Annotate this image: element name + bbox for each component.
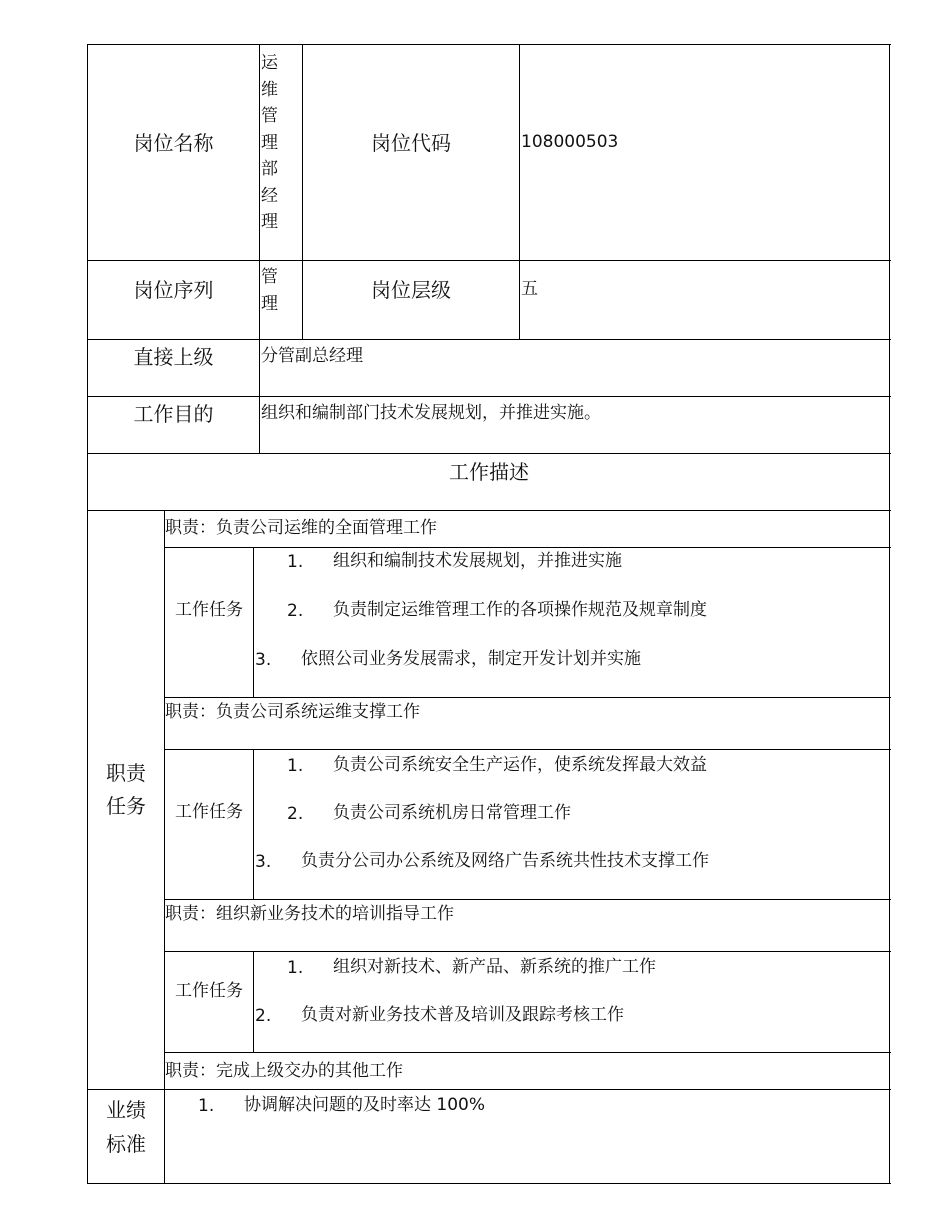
label-post-level: 岗位层级	[371, 278, 451, 302]
table-border-bottom	[87, 1183, 891, 1184]
post-level-value: 五	[521, 279, 538, 299]
label-performance: 业绩	[106, 1098, 146, 1122]
row-divider	[87, 1089, 891, 1090]
task-number: 1.	[287, 958, 304, 978]
label-post-code: 岗位代码	[371, 131, 451, 155]
task-number: 2.	[287, 601, 304, 621]
task-label: 工作任务	[175, 600, 243, 620]
performance-number: 1.	[198, 1096, 215, 1116]
column-divider	[253, 951, 254, 1052]
performance-text: 协调解决问题的及时率达 100%	[244, 1095, 486, 1115]
table-border-top	[87, 44, 891, 45]
task-number: 1.	[287, 552, 304, 572]
task-number: 3.	[255, 852, 272, 872]
row-divider	[87, 260, 891, 261]
duty-title: 职责：组织新业务技术的培训指导工作	[165, 904, 454, 924]
row-divider	[164, 697, 891, 698]
row-divider	[164, 749, 891, 750]
task-number: 2.	[255, 1006, 272, 1026]
section-title: 工作描述	[449, 460, 529, 484]
row-divider	[164, 951, 891, 952]
task-text: 组织和编制技术发展规划，并推进实施	[333, 551, 622, 571]
row-divider	[164, 1052, 891, 1053]
duty-title: 职责：负责公司系统运维支撑工作	[165, 702, 420, 722]
task-text: 负责对新业务技术普及培训及跟踪考核工作	[301, 1005, 624, 1025]
table-border-right	[889, 44, 890, 1184]
task-label: 工作任务	[175, 802, 243, 822]
table-border-left	[87, 44, 88, 1184]
task-text: 组织对新技术、新产品、新系统的推广工作	[333, 957, 656, 977]
post-sequence-value: 管理	[261, 267, 278, 314]
purpose-value: 组织和编制部门技术发展规划，并推进实施。	[261, 403, 601, 423]
row-divider	[164, 899, 891, 900]
task-text: 负责制定运维管理工作的各项操作规范及规章制度	[333, 600, 707, 620]
task-text: 负责公司系统机房日常管理工作	[333, 803, 571, 823]
label-purpose: 工作目的	[133, 402, 214, 426]
column-divider	[253, 749, 254, 899]
column-divider	[253, 547, 254, 697]
row-divider	[87, 510, 891, 511]
label-performance: 标准	[106, 1132, 146, 1156]
label-superior: 直接上级	[133, 345, 214, 369]
task-number: 2.	[287, 804, 304, 824]
task-number: 1.	[287, 756, 304, 776]
duty-title: 职责：负责公司运维的全面管理工作	[165, 518, 437, 538]
row-divider	[87, 339, 891, 340]
post-code-value: 108000503	[521, 132, 619, 152]
post-name-value: 运维管理部经理	[261, 53, 278, 232]
task-number: 3.	[255, 650, 272, 670]
label-post-sequence: 岗位序列	[133, 278, 214, 302]
duty-title: 职责：完成上级交办的其他工作	[165, 1061, 403, 1081]
task-text: 依照公司业务发展需求，制定开发计划并实施	[301, 649, 641, 669]
row-divider	[87, 453, 891, 454]
superior-value: 分管副总经理	[261, 346, 363, 366]
task-text: 负责分公司办公系统及网络广告系统共性技术支撑工作	[301, 851, 709, 871]
row-divider	[87, 396, 891, 397]
task-label: 工作任务	[175, 981, 243, 1001]
label-duties: 职责	[106, 761, 146, 785]
label-post-name: 岗位名称	[133, 131, 214, 155]
label-duties: 任务	[106, 794, 146, 818]
task-text: 负责公司系统安全生产运作，使系统发挥最大效益	[333, 755, 707, 775]
row-divider	[164, 547, 891, 548]
